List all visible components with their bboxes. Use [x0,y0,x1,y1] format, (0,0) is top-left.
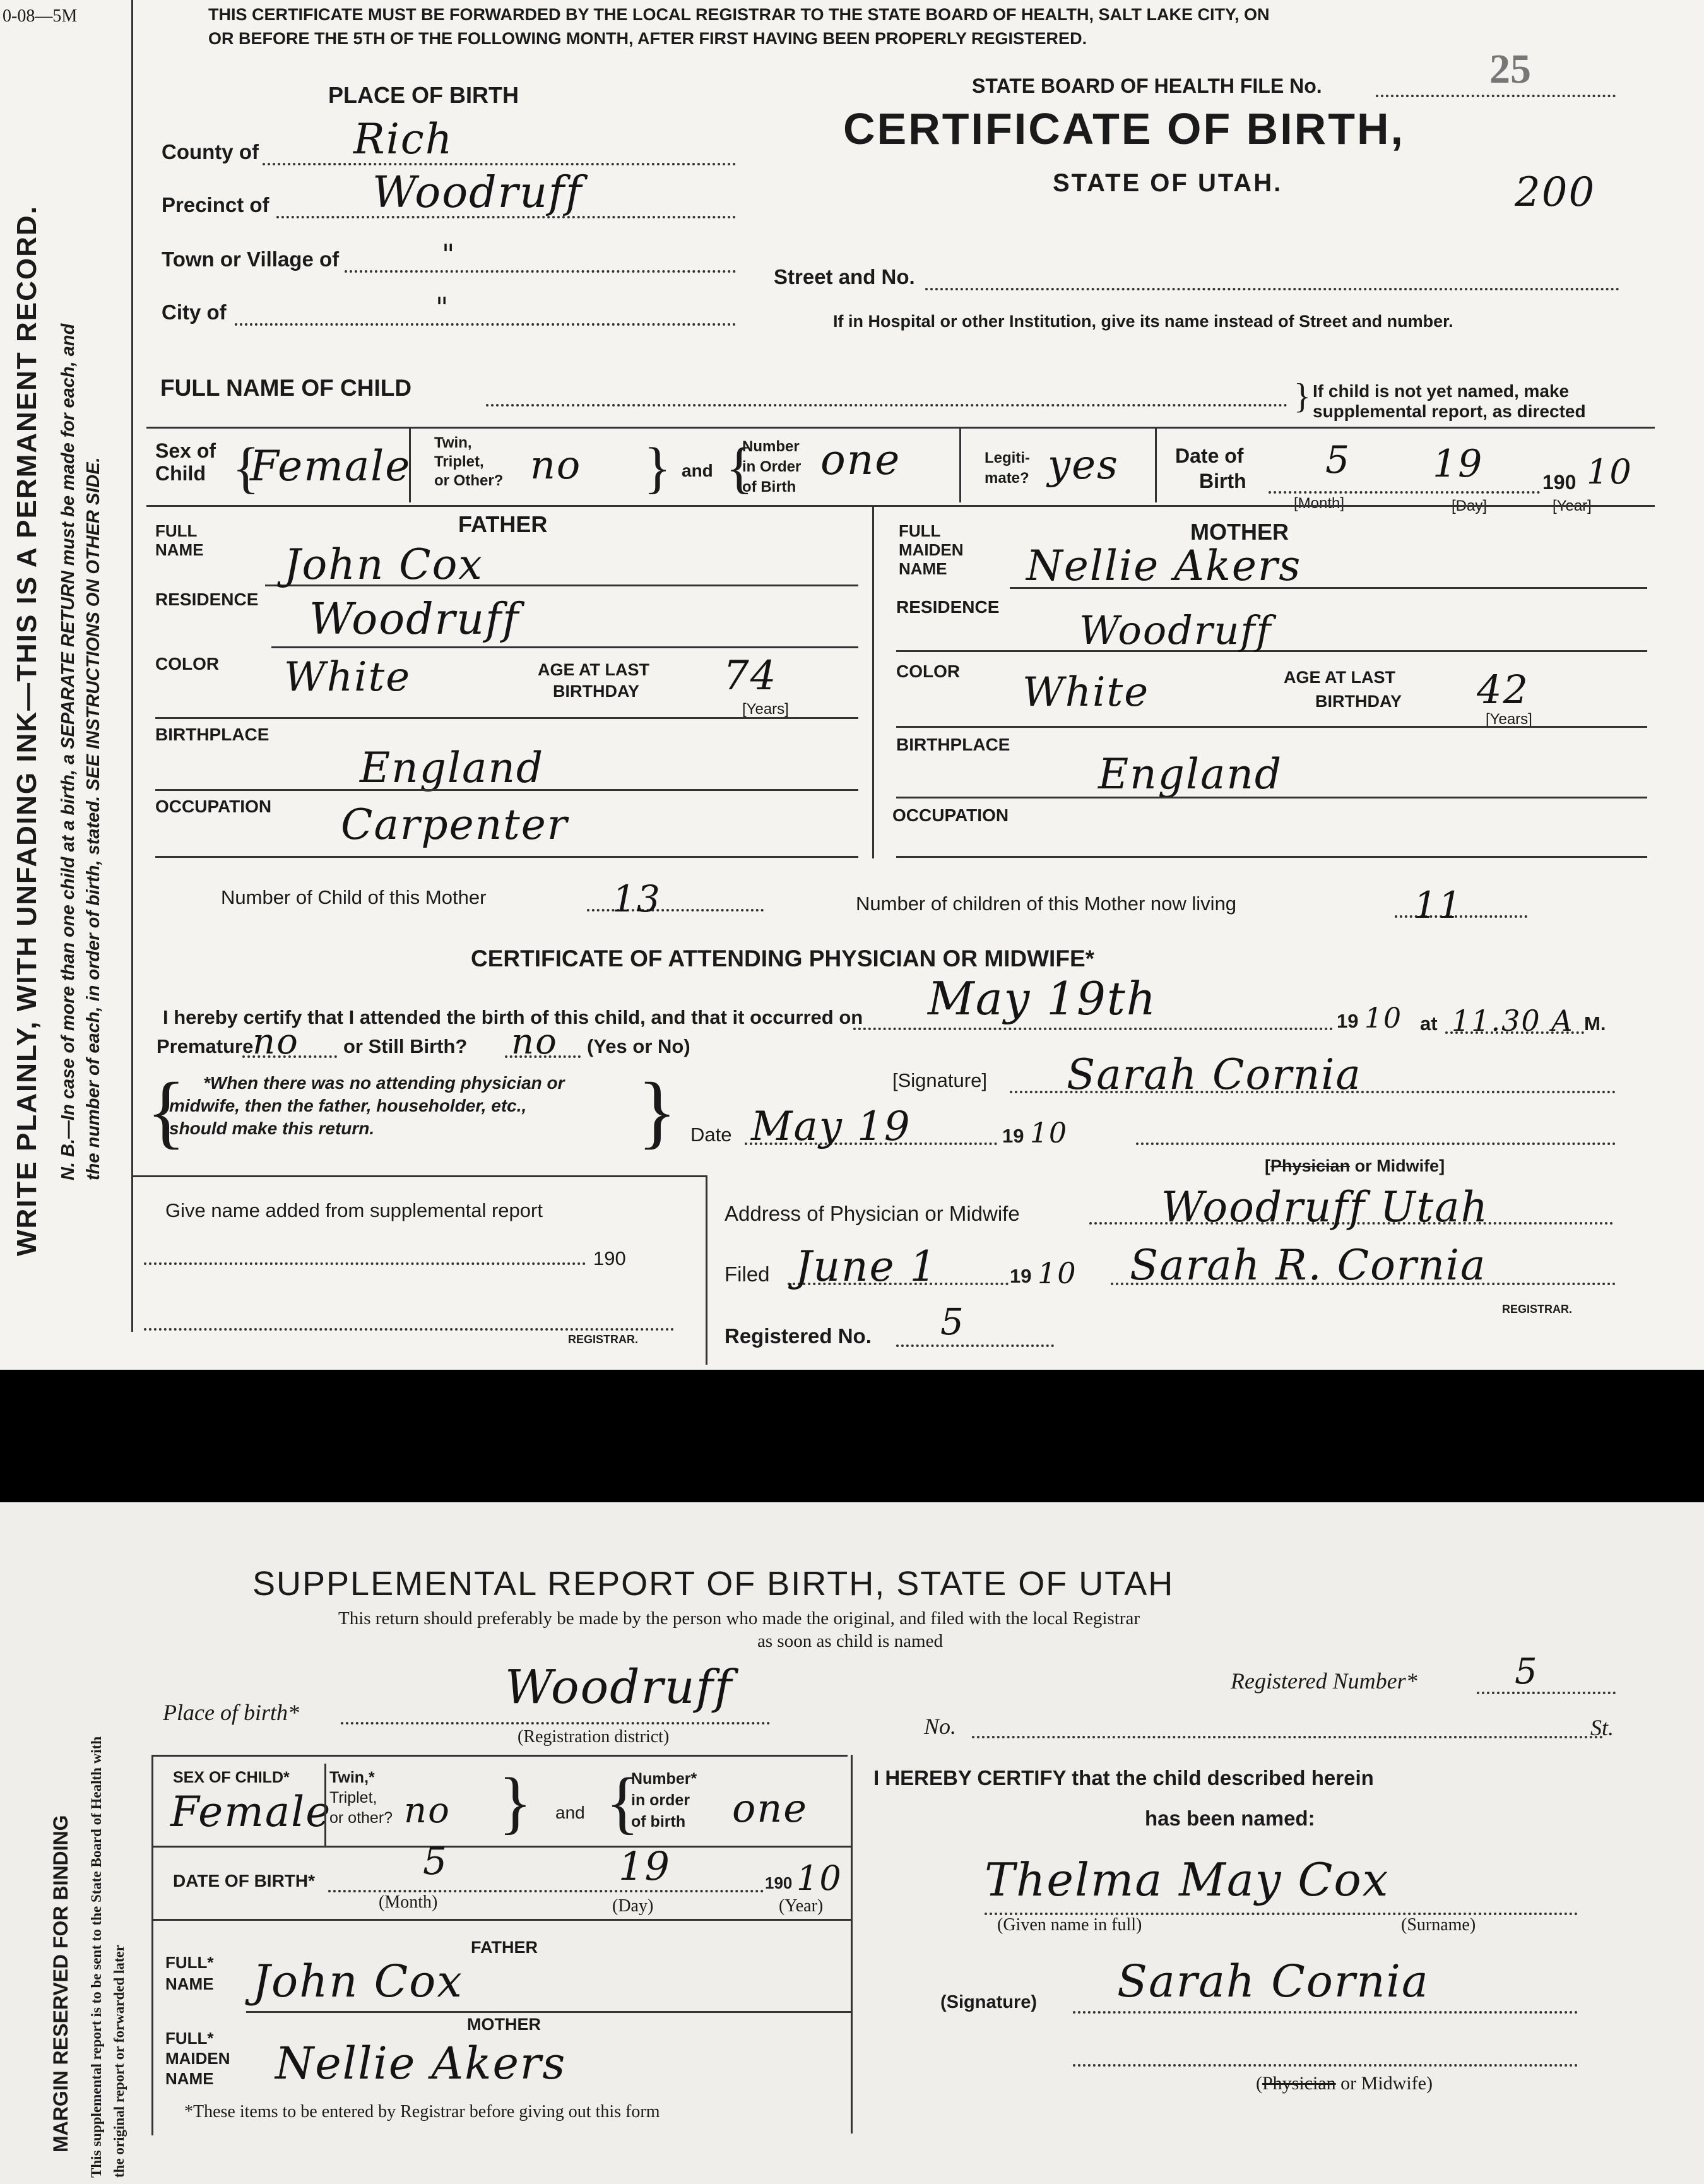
dob-year-prefix: 190 [1542,471,1577,494]
order-label-1: Number [742,438,800,455]
supplemental-order-label-3: of birth [631,1813,686,1831]
supplemental-sex-value: Female [170,1788,332,1836]
occurred-line [853,1028,1333,1030]
time-value: 11.30 A [1452,1004,1574,1038]
order-brace: { [726,437,754,499]
num-child-value: 13 [612,877,661,920]
sex-brace: { [232,437,260,499]
unnamed-note-1: If child is not yet named, make [1313,381,1570,401]
file-no-value: 200 [1515,169,1596,216]
child-name: Thelma May Cox [985,1853,1390,1906]
supplemental-dob-month: 5 [423,1839,449,1884]
supplemental-registered-label: Registered Number* [1231,1668,1417,1694]
yes-no-label: (Yes or No) [587,1035,690,1057]
father-name-label: NAME [155,540,204,559]
occurred-year-prefix: 19 [1337,1010,1359,1032]
section-divider [706,1175,707,1365]
filed-year-suffix: 10 [1038,1256,1077,1290]
twin-brace: } [644,437,672,499]
certify-text: I hereby certify that I attended the birth of this child, and that it occurred on [163,1006,863,1028]
supplemental-physician-struck: Physician [1262,2073,1336,2094]
supplemental-day-caption: (Day) [612,1896,654,1916]
brace: } [1294,377,1311,416]
order-label-2: in Order [742,458,802,475]
occurred-year-suffix: 10 [1364,1002,1402,1035]
street-label: Street and No. [774,265,915,288]
margin-note-2: the number of each, in order of birth, stated. SEE INSTRUCTIONS ON OTHER SIDE. [83,457,104,1180]
mother-name-label: NAME [899,559,947,578]
supplemental-mother-maiden-label: MAIDEN [165,2049,230,2068]
supplemental-dob-label: DATE OF BIRTH* [173,1871,316,1890]
date-year-prefix: 19 [1002,1125,1024,1147]
note-line-2: midwife, then the father, householder, etc., [169,1096,527,1115]
supplemental-place-value: Woodruff [505,1660,733,1714]
at-label: at [1420,1012,1438,1035]
row-rule-bottom [146,505,1655,507]
town-label: Town or Village of [162,247,340,271]
dob-day-caption: [Day] [1452,497,1488,514]
mother-residence-label: RESIDENCE [896,597,1000,617]
mother-age: 42 [1477,667,1529,713]
mother-heading: MOTHER [1190,519,1289,545]
mother-full-label: FULL [899,521,941,540]
header-notice-line-1: THIS CERTIFICATE MUST BE FORWARDED BY THE LOCAL REGISTRAR TO THE STATE BOARD OF HEALTH, SALT LAKE CITY, ON [208,5,1270,24]
filed-label: Filed [725,1262,770,1286]
supplemental-name-label: Give name added from supplemental report [165,1199,543,1221]
physician-heading: CERTIFICATE OF ATTENDING PHYSICIAN OR MIDWIFE* [471,946,1095,971]
supplemental-st-label: St. [1590,1715,1614,1740]
supplemental-margin-3: the original report or forwarded later [111,1945,127,2178]
full-name-label: FULL NAME OF CHILD [160,375,412,401]
supplemental-mother-name: Nellie Akers [275,2038,567,2089]
supplemental-sign-line [144,1328,674,1331]
order-value: one [820,436,901,484]
dob-day: 19 [1433,442,1484,486]
supplemental-father-name-label: NAME [165,1974,214,1993]
city-label: City of [162,300,227,324]
supplemental-year-caption: (Year) [779,1896,824,1916]
supplemental-row-rule-2 [151,1919,852,1921]
note-brace-left: { [146,1066,186,1157]
address-label: Address of Physician or Midwife [725,1202,1020,1225]
supplemental-row-rule-1 [151,1846,852,1848]
address-value: Woodruff Utah [1161,1183,1489,1231]
num-child-label: Number of Child of this Mother [221,886,487,908]
supplemental-place-line [341,1722,770,1724]
place-of-birth-heading: PLACE OF BIRTH [328,82,519,108]
date-value: May 19 [751,1103,911,1150]
father-name: John Cox [284,540,483,589]
supplemental-twin-label-2: Triplet, [329,1789,377,1807]
mother-age-label-1: AGE AT LAST [1284,668,1395,687]
supplemental-father-full-label: FULL* [165,1953,214,1972]
supplemental-no-line [972,1736,1603,1738]
supplemental-order-label-2: in order [631,1791,690,1809]
supplemental-twin-label-3: or other? [329,1809,393,1827]
supplemental-mother-full-label: FULL* [165,2029,214,2048]
supplemental-dob-year-prefix: 190 [765,1873,793,1892]
file-no-line [1376,95,1616,97]
form-code: 0-08—5M [3,6,78,26]
supplemental-year: 190 [593,1247,626,1269]
supplemental-twin-value: no [404,1790,451,1831]
state-label: STATE OF UTAH. [1053,169,1283,197]
father-birthplace-label: BIRTHPLACE [155,725,269,744]
father-residence: Woodruff [309,595,520,644]
supplemental-order-value: one [732,1785,808,1831]
supplemental-margin-2: This supplemental report is to be sent to the State Board of Health with [88,1736,104,2178]
supplemental-midwife-line [1073,2064,1578,2067]
father-occupation-label: OCCUPATION [155,797,272,816]
registrar-signature: Sarah R. Cornia [1130,1241,1487,1290]
file-no-label: STATE BOARD OF HEALTH FILE No. [972,74,1322,97]
twin-label-1: Twin, [434,434,472,451]
midwife-line [1136,1142,1616,1145]
supplemental-mother-name-label: NAME [165,2069,214,2088]
supplemental-sex-label: SEX OF CHILD* [173,1769,290,1786]
margin-rule [131,0,133,1332]
supplemental-place-label: Place of birth* [163,1700,299,1725]
supplemental-certify-1: I HEREBY CERTIFY that the child described herein [873,1766,1374,1789]
supplemental-twin-brace: } [499,1764,532,1841]
registration-caption: (Registration district) [518,1727,670,1747]
margin-instruction [11,133,43,1256]
father-residence-label: RESIDENCE [155,590,259,609]
supplemental-signature-line [1073,2011,1578,2014]
corner-number: 25 [1489,46,1531,92]
order-divider [959,427,961,502]
father-age: 74 [723,653,778,699]
mother-birthplace-line [896,797,1647,798]
supplemental-name-line [144,1262,586,1265]
mother-birthplace-label: BIRTHPLACE [896,735,1010,754]
supplemental-signature: Sarah Cornia [1117,1956,1429,2007]
supplemental-title: SUPPLEMENTAL REPORT OF BIRTH, STATE OF UTAH [252,1565,1174,1603]
supplemental-order-label-1: Number* [631,1770,697,1788]
supplemental-twin-label-1: Twin,* [329,1769,375,1786]
margin-main-text: WRITE PLAINLY, WITH UNFADING INK—THIS IS A PERMANENT RECORD. [11,205,42,1256]
dob-line [1269,491,1540,494]
surname-caption: (Surname) [1401,1915,1476,1935]
registrar-caption-right: REGISTRAR. [1502,1303,1573,1315]
father-color: White [284,654,411,701]
section-rule [133,1175,707,1177]
num-living-value: 11 [1414,884,1463,927]
twin-label-3: or Other? [434,472,504,489]
hospital-note: If in Hospital or other Institution, give its name instead of Street and number. [833,312,1453,331]
supplemental-footnote: *These items to be entered by Registrar before giving out this form [184,2102,660,2122]
father-age-label-2: BIRTHDAY [553,682,640,701]
mother-birthplace: England [1098,750,1283,798]
date-label: Date [690,1124,732,1146]
note-brace-right: } [637,1066,677,1157]
filed-value: June 1 [795,1242,938,1291]
mother-color-line [896,726,1647,728]
supplemental-mother-heading: MOTHER [467,2015,541,2034]
county-label: County of [162,140,259,163]
date-year-suffix: 10 [1030,1117,1068,1149]
registrar-caption-left: REGISTRAR. [568,1333,639,1346]
supplemental-month-caption: (Month) [379,1892,438,1912]
mother-color-label: COLOR [896,662,961,681]
city-line [235,323,736,326]
supplemental-father-heading: FATHER [471,1938,538,1957]
supplemental-father-name: John Cox [252,1956,463,2007]
father-heading: FATHER [458,511,548,537]
precinct-value: Woodruff [372,168,583,218]
sex-divider [409,427,411,502]
note-line-1: *When there was no attending physician or [203,1073,565,1093]
or-midwife-label: or Midwife] [1354,1156,1445,1175]
margin-note-1: N. B.—In case of more than one child at a birth, a SEPARATE RETURN must be made for each, and [58,323,78,1180]
legit-label-1: Legiti- [985,449,1030,466]
legit-divider [1155,427,1157,502]
dob-label-1: Date of [1175,444,1244,467]
supplemental-or-midwife: or Midwife) [1340,2073,1433,2094]
street-line [925,288,1619,290]
dob-year-caption: [Year] [1553,497,1592,514]
supplemental-order-brace: { [606,1764,639,1841]
supplemental-registered-value: 5 [1515,1651,1539,1692]
father-residence-line [271,646,858,648]
supplemental-certify-2: has been named: [1145,1807,1315,1830]
supplemental-no-label: No. [924,1714,957,1739]
unnamed-note-2: supplemental report, as directed [1313,401,1586,421]
father-birthplace-line [155,789,858,791]
dob-month-caption: [Month] [1294,495,1345,512]
premature-label: Premature [157,1035,254,1057]
supplemental-subtitle-2: as soon as child is named [757,1631,943,1651]
supplemental-physician-caption: (Physician or Midwife) [1256,2073,1433,2094]
sex-value: Female [250,442,411,490]
supplemental-box-right [851,1755,853,2134]
mother-occupation-label: OCCUPATION [892,805,1009,825]
supplemental-registered-line [1477,1692,1616,1694]
supplemental-sex-divider [324,1764,326,1846]
signature-value: Sarah Cornia [1067,1050,1362,1099]
county-value: Rich [353,115,454,163]
mother-name: Nellie Akers [1026,542,1302,590]
legit-value: yes [1048,442,1119,489]
mother-age-label-2: BIRTHDAY [1315,692,1402,711]
mother-occupation-line [896,856,1647,858]
premature-value: no [252,1021,299,1062]
father-birthplace: England [360,744,545,792]
mother-years-caption: [Years] [1486,711,1532,728]
supplemental-report [0,1502,1704,2184]
county-line [263,163,736,165]
precinct-label: Precinct of [162,193,269,217]
father-years-caption: [Years] [742,701,789,718]
stillbirth-label: or Still Birth? [343,1035,468,1057]
sex-label-2: Child [155,462,206,485]
father-color-label: COLOR [155,654,220,674]
town-line [345,270,736,273]
father-occupation: Carpenter [341,800,569,849]
supplemental-signature-label: (Signature) [940,1992,1038,2012]
legit-label-2: mate? [985,470,1029,487]
physician-midwife-caption: [Physician or Midwife] [1265,1156,1445,1175]
supplemental-margin-1: MARGIN RESERVED FOR BINDING [49,1815,72,2152]
registered-value: 5 [940,1300,965,1343]
header-notice-line-2: OR BEFORE THE 5TH OF THE FOLLOWING MONTH, AFTER FIRST HAVING BEEN PROPERLY REGISTERED. [208,29,1087,48]
mother-residence: Woodruff [1079,607,1272,653]
dob-month: 5 [1325,438,1351,482]
twin-label-2: Triplet, [434,453,484,470]
stillbirth-value: no [511,1021,558,1062]
certificate-title: CERTIFICATE OF BIRTH, [843,104,1405,153]
supplemental-father-line [246,2011,852,2013]
mother-color: White [1022,669,1150,716]
father-color-line [155,717,858,719]
and-label: and [682,461,713,480]
note-line-3: should make this return. [169,1119,375,1138]
num-living-label: Number of children of this Mother now living [856,893,1237,915]
father-occupation-line [155,856,858,858]
signature-label: [Signature] [892,1069,987,1091]
m-label: M. [1584,1012,1606,1035]
full-name-line [486,404,1287,407]
filed-year-prefix: 19 [1010,1265,1032,1287]
twin-value: no [530,442,582,488]
city-value: " [435,292,450,324]
row-rule-top [146,427,1655,429]
sex-label-1: Sex of [155,439,216,462]
occurred-value: May 19th [928,972,1157,1025]
mother-maiden-label: MAIDEN [899,540,964,559]
parents-divider [872,505,874,858]
supplemental-subtitle-1: This return should preferably be made by the person who made the original, and filed with the local Registrar [338,1608,1140,1629]
order-label-3: of Birth [742,478,796,496]
physician-struck: Physician [1270,1156,1351,1175]
given-name-caption: (Given name in full) [997,1915,1142,1935]
supplemental-dob-year-suffix: 10 [796,1858,843,1898]
dob-year-suffix: 10 [1587,452,1633,492]
supplemental-and-label: and [555,1803,585,1822]
dob-label-2: Birth [1199,470,1246,492]
father-full-label: FULL [155,521,198,540]
father-age-label-1: AGE AT LAST [538,660,649,679]
town-value: " [442,239,456,271]
registered-label: Registered No. [725,1324,872,1348]
supplemental-dob-day: 19 [618,1843,671,1889]
registered-line [896,1344,1054,1347]
